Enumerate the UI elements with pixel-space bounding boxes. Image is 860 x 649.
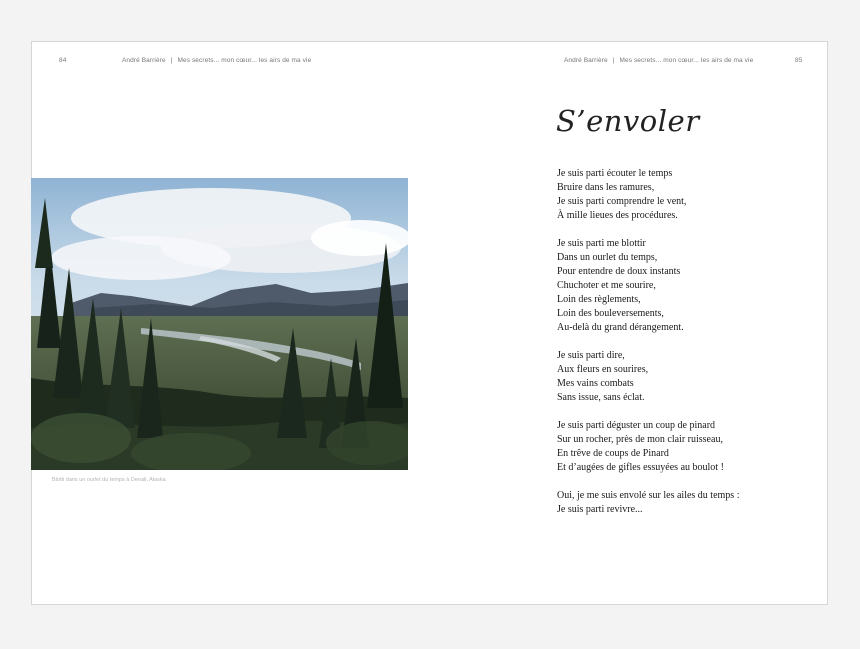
poem-line: En trêve de coups de Pinard	[557, 448, 669, 459]
poem-line: Je suis parti me blottir	[557, 238, 646, 249]
poem-line: Pour entendre de doux instants	[557, 266, 681, 277]
right-running-head	[564, 57, 753, 64]
poem-line: Je suis parti écouter le temps	[557, 168, 673, 179]
photo-caption: Blotti dans un ourlet du temps à Denali, Alaska	[52, 477, 166, 483]
left-running-head	[122, 57, 311, 64]
poem-stanza	[557, 349, 817, 405]
running-head-book-title: Mes secrets... mon cœur... les airs de ma vie	[177, 57, 312, 64]
poem-stanza	[557, 489, 817, 517]
poem-line: Je suis parti dire,	[557, 350, 625, 361]
poem-line: Bruire dans les ramures,	[557, 182, 655, 193]
poem-line: Mes vains combats	[557, 378, 634, 389]
poem-line: Aux fleurs en sourires,	[557, 364, 649, 375]
right-page-number: 85	[795, 57, 803, 64]
poem-line: Loin des bouleversements,	[557, 308, 664, 319]
running-head-separator: |	[170, 57, 173, 64]
running-head-separator: |	[612, 57, 615, 64]
poem-line: À mille lieues des procédures.	[557, 210, 678, 221]
running-head-author: André Barrière	[564, 57, 608, 64]
poem-stanza	[557, 419, 817, 475]
poem-stanza	[557, 237, 817, 335]
running-head-book-title: Mes secrets... mon cœur... les airs de ma vie	[619, 57, 754, 64]
poem-line: Dans un ourlet du temps,	[557, 252, 658, 263]
landscape-photo	[31, 178, 408, 470]
poem-line: Sur un rocher, près de mon clair ruisseau,	[557, 434, 723, 445]
poem-line: Je suis parti revivre...	[557, 504, 643, 515]
poem-body	[557, 167, 817, 531]
poem-line: Loin des règlements,	[557, 294, 641, 305]
poem-line: Je suis parti déguster un coup de pinard	[557, 420, 716, 431]
poem-title: S’envoler	[556, 104, 700, 138]
poem-line: Chuchoter et me sourire,	[557, 280, 656, 291]
poem-stanza	[557, 167, 817, 223]
poem-line: Sans issue, sans éclat.	[557, 392, 645, 403]
poem-line: Je suis parti comprendre le vent,	[557, 196, 687, 207]
poem-line: Et d’augées de gifles essuyées au boulot !	[557, 462, 724, 473]
poem-line: Au-delà du grand dérangement.	[557, 322, 684, 333]
left-page-number: 84	[59, 57, 67, 64]
poem-line: Oui, je me suis envolé sur les ailes du temps :	[557, 490, 740, 501]
running-head-author: André Barrière	[122, 57, 166, 64]
